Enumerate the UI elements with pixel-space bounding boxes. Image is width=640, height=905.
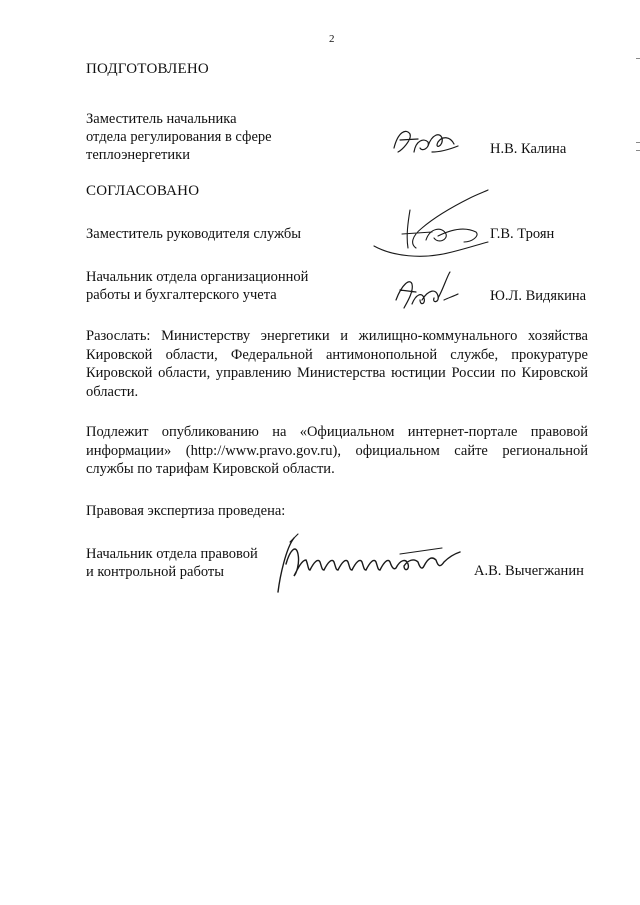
prepared-position-line: Заместитель начальника xyxy=(86,111,237,127)
prepared-heading: ПОДГОТОВЛЕНО xyxy=(86,61,209,77)
publication-paragraph: Подлежит опубликованию на «Официальном интернет-портале правовой информации» (http://www.pravo.gov.ru), официальном сайте региональной службы по тарифам Кировской области. xyxy=(86,424,588,477)
legal-review-name: А.В. Вычегжанин xyxy=(474,563,584,579)
legal-review-statement: Правовая экспертиза проведена: xyxy=(86,503,286,519)
agreed-heading: СОГЛАСОВАНО xyxy=(86,183,200,199)
agreed-signer-1-position: Заместитель руководителя службы xyxy=(86,226,302,242)
legal-review-position-line: и контрольной работы xyxy=(86,564,224,580)
signature-kalina xyxy=(388,122,464,162)
agreed-signer-2-position-line: работы и бухгалтерского учета xyxy=(86,287,277,303)
signature-troyan xyxy=(372,186,496,266)
agreed-signer-1-name: Г.В. Троян xyxy=(490,226,555,242)
page-number: 2 xyxy=(329,33,335,45)
agreed-signer-2-position xyxy=(86,268,308,304)
prepared-position-line: теплоэнергетики xyxy=(86,147,190,163)
scan-edge-mark xyxy=(636,150,640,151)
agreed-signer-2-name: Ю.Л. Видякина xyxy=(490,288,587,304)
legal-review-position-line: Начальник отдела правовой xyxy=(86,546,258,562)
prepared-position-line: отдела регулирования в сфере xyxy=(86,129,272,145)
agreed-signer-2-position-line: Начальник отдела организационной xyxy=(86,269,309,285)
distribution-paragraph: Разослать: Министерству энергетики и жилищно-коммунального хозяйства Кировской области, Федеральной антимонопольной службе, прокуратуре Кировской области, управлению Министерства юстиции России по Кировской области. xyxy=(86,328,588,400)
prepared-name: Н.В. Калина xyxy=(490,141,567,157)
legal-review-position xyxy=(86,545,258,581)
scan-edge-mark xyxy=(636,58,640,59)
signature-vidyakina xyxy=(392,270,462,316)
prepared-position xyxy=(86,110,272,164)
scan-edge-mark xyxy=(636,142,640,143)
signature-vychegzhanin xyxy=(272,530,462,594)
